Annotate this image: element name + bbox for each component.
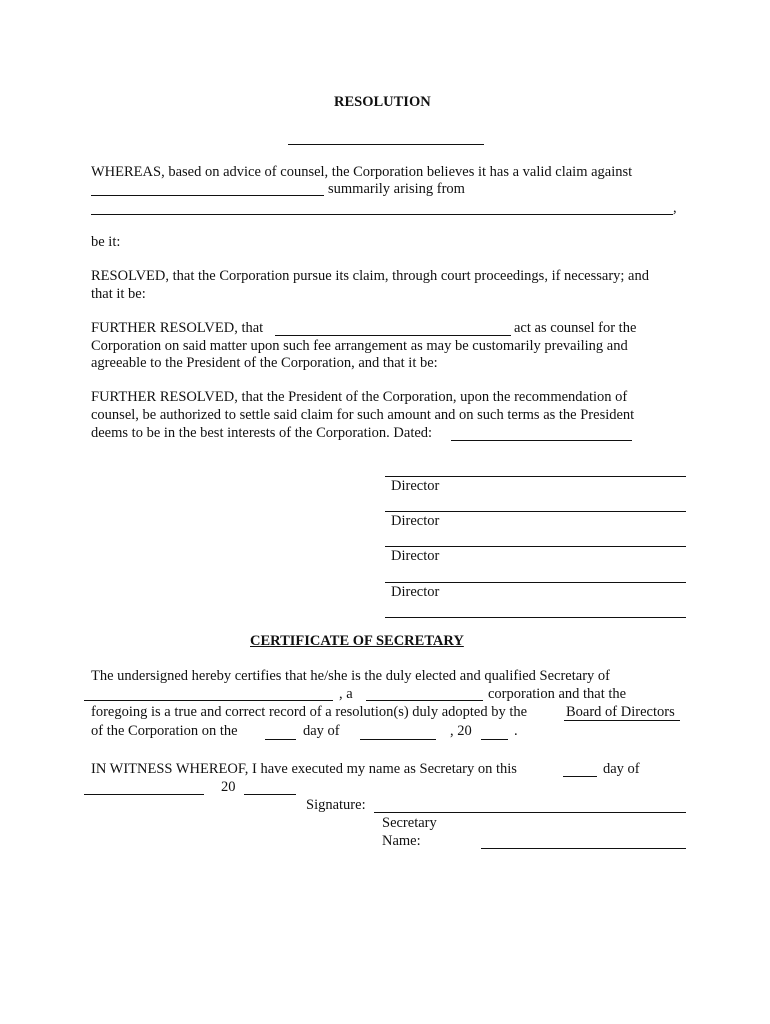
claim-description-blank [91, 214, 673, 215]
certificate-line-4c: , 20 [450, 723, 472, 739]
witness-line-1b: day of [603, 761, 640, 777]
director-label: Director [391, 584, 440, 600]
board-of-directors-field: Board of Directors [566, 704, 675, 720]
witness-line-2: 20 [221, 779, 236, 795]
resolution-subtitle-blank [288, 144, 484, 145]
certificate-line-4a: of the Corporation on the [91, 723, 238, 739]
director-label: Director [391, 548, 440, 564]
further-resolved-2-line-2: counsel, be authorized to settle said claim for such amount and on such terms as the President [91, 407, 635, 423]
certificate-line-2a: , a [339, 686, 353, 702]
further-resolved-1-line-1b: act as counsel for the [514, 320, 637, 336]
director-signature-line [385, 511, 686, 512]
director-signature-line [385, 546, 686, 547]
month-blank [360, 739, 436, 740]
further-resolved-1-line-1a: FURTHER RESOLVED, that [91, 320, 264, 336]
whereas-line-2: summarily arising from [328, 181, 465, 197]
board-of-directors-underline [564, 720, 680, 721]
day-blank [265, 739, 296, 740]
further-resolved-1-line-2: Corporation on said matter upon such fee arrangement as may be customarily prevailing and [91, 338, 628, 354]
be-it-text: be it: [91, 234, 121, 250]
year-blank [481, 739, 508, 740]
name-label: Name: [382, 833, 421, 849]
whereas-comma: , [673, 200, 677, 216]
whereas-line-1: WHEREAS, based on advice of counsel, the Corporation believes it has a valid claim against [91, 164, 633, 180]
director-signature-line [385, 582, 686, 583]
witness-day-blank [563, 776, 597, 777]
certificate-line-4d: . [514, 723, 518, 739]
further-resolved-2-line-3: deems to be in the best interests of the Corporation. Dated: [91, 425, 433, 441]
corporation-name-blank [84, 700, 333, 701]
claim-party-blank [91, 195, 324, 196]
certificate-line-4b: day of [303, 723, 340, 739]
further-resolved-2-line-1: FURTHER RESOLVED, that the President of the Corporation, upon the recommendation of [91, 389, 628, 405]
resolved-line-2: that it be: [91, 286, 146, 302]
resolved-line-1: RESOLVED, that the Corporation pursue its claim, through court proceedings, if necessary; and [91, 268, 649, 284]
director-label: Director [391, 513, 440, 529]
witness-month-blank [84, 794, 204, 795]
resolution-title: RESOLUTION [334, 94, 431, 110]
director-signature-line [385, 617, 686, 618]
state-blank [366, 700, 483, 701]
witness-line-1a: IN WITNESS WHEREOF, I have executed my name as Secretary on this [91, 761, 517, 777]
certificate-line-1: The undersigned hereby certifies that he/she is the duly elected and qualified Secretary of [91, 668, 610, 684]
certificate-title: CERTIFICATE OF SECRETARY [250, 633, 464, 649]
witness-year-blank [244, 794, 296, 795]
secretary-label: Secretary [382, 815, 437, 831]
dated-blank [451, 440, 632, 441]
signature-line [374, 812, 686, 813]
certificate-line-3a: foregoing is a true and correct record of a resolution(s) duly adopted by the [91, 704, 528, 720]
name-line [481, 848, 686, 849]
counsel-name-blank [275, 335, 511, 336]
further-resolved-1-line-3: agreeable to the President of the Corporation, and that it be: [91, 355, 438, 371]
director-label: Director [391, 478, 440, 494]
signature-label: Signature: [306, 797, 366, 813]
director-signature-line [385, 476, 686, 477]
certificate-line-2b: corporation and that the [488, 686, 627, 702]
